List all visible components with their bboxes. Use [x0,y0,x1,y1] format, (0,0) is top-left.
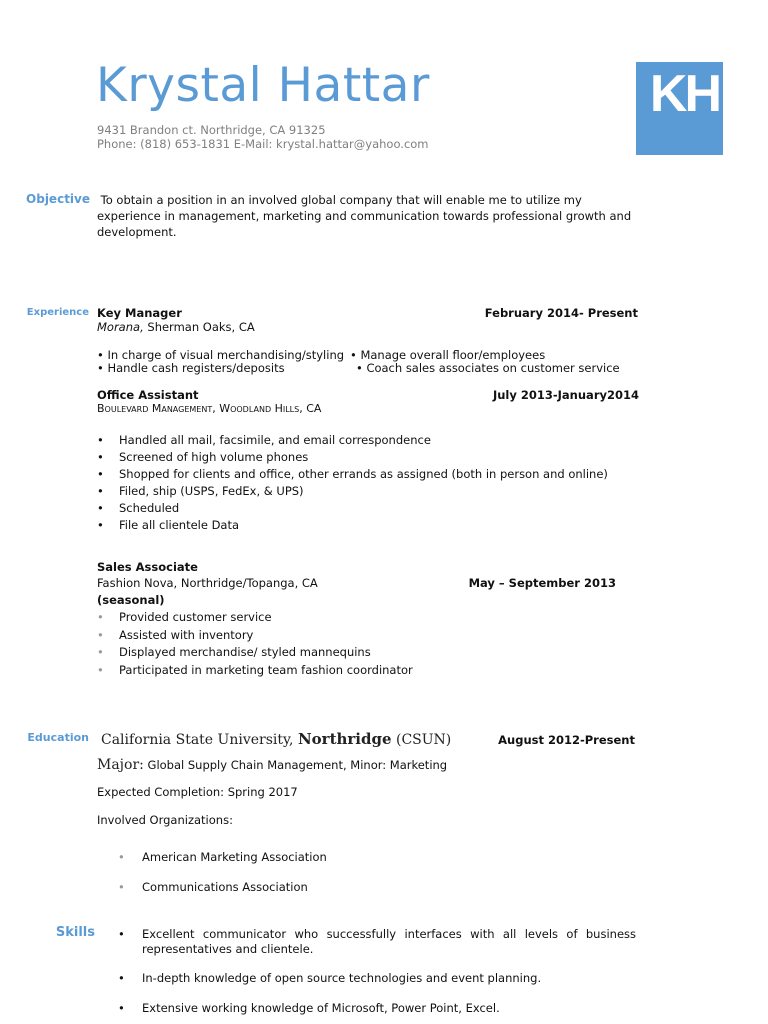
address-line: 9431 Brandon ct. Northridge, CA 91325 [97,123,326,137]
job-dates: May – September 2013 [468,576,616,590]
expected-completion: Expected Completion: Spring 2017 [97,785,298,799]
list-item: • American Marketing Association [118,842,327,872]
orgs-label: Involved Organizations: [97,813,233,827]
education-heading: Education [27,731,89,744]
list-item: • Shopped for clients and office, other errands as assigned (both in person and online) [97,466,608,483]
skill-item [118,971,636,986]
job-bullet: • Manage overall floor/employees [350,348,546,362]
school-name [101,730,451,748]
job-bullet: • Handle cash registers/deposits [97,361,285,375]
skill-text: In-depth knowledge of open source technologies and event planning. [142,971,542,985]
school-part: California State University, [101,732,298,748]
list-item: • Screened of high volume phones [97,449,608,466]
resume-name: Krystal Hattar [96,58,430,113]
job-company [97,320,255,334]
job-company: Fashion Nova, Northridge/Topanga, CA [97,576,318,590]
major-text: Global Supply Chain Management, Minor: Marketing [143,758,448,772]
list-item: • Communications Association [118,872,327,902]
skill-text: Excellent communicator who successfully interfaces with all levels of business representatives and clientele. [142,927,636,956]
job-bullet: • In charge of visual merchandising/styling [97,348,345,362]
monogram-logo [636,62,723,155]
monogram-text: KH [649,65,719,123]
list-item: • File all clientele Data [97,517,608,534]
objective-text-body: To obtain a position in an involved global company that will enable me to utilize my experience in management, marketing and communication towards professional growth and development. [97,193,632,239]
bullet-icon: • [118,971,125,985]
skill-text: Extensive working knowledge of Microsoft, Power Point, Excel. [142,1001,500,1015]
skill-item [118,927,636,957]
list-item: • Handled all mail, facsimile, and email correspondence [97,432,608,449]
job-title: Sales Associate [97,560,198,574]
school-part: Northridge [297,730,392,748]
list-item: • Assisted with inventory [97,627,413,645]
skill-item [118,1001,636,1016]
experience-heading: Experience [26,307,89,318]
job-dates: July 2013-January2014 [492,388,639,402]
list-item: • Scheduled [97,500,608,517]
company-location: Sherman Oaks, CA [143,320,255,334]
job-title: Key Manager [97,306,182,320]
major-label: Major: [97,757,144,773]
job-bullets [97,609,413,679]
school-part: (CSUN) [391,732,452,748]
job-bullet: • Coach sales associates on customer service [356,361,620,375]
job-note: (seasonal) [97,593,165,607]
contact-line: Phone: (818) 653-1831 E-Mail: krystal.hattar@yahoo.com [97,137,429,151]
job-dates: February 2014- Present [484,306,638,320]
job-bullets [97,432,608,534]
objective-text [97,192,637,240]
list-item: • Participated in marketing team fashion coordinator [97,662,413,680]
education-dates: August 2012-Present [498,733,635,747]
orgs-list [118,842,327,902]
bullet-icon: • [118,1001,125,1015]
major-line [97,754,447,773]
list-item: • Provided customer service [97,609,413,627]
job-company: Boulevard Management, Woodland Hills, CA [97,402,322,415]
company-name: Morana, [97,320,144,334]
bullet-icon: • [118,927,125,941]
job-title: Office Assistant [97,388,199,402]
objective-heading: Objective [26,192,90,206]
list-item: • Displayed merchandise/ styled mannequins [97,644,413,662]
skills-heading: Skills [55,925,95,940]
list-item: • Filed, ship (USPS, FedEx, & UPS) [97,483,608,500]
